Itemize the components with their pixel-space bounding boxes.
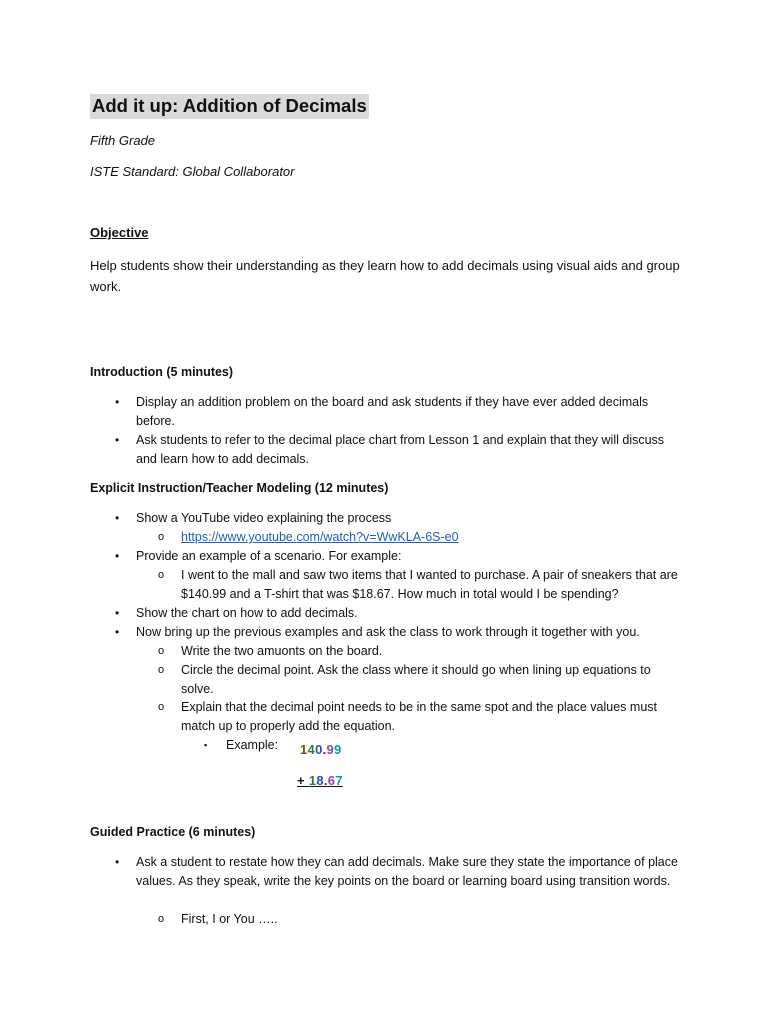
objective-text: Help students show their understanding as they learn how to add decimals using visual aids and group work.	[90, 258, 680, 294]
explicit-item-chart: Show the chart on how to add decimals.	[136, 606, 358, 620]
intro-item-1: Display an addition problem on the board and ask students if they have ever added decimals before.	[136, 395, 649, 428]
bullet-icon: •	[115, 395, 120, 409]
guided-item-1: Ask a student to restate how they can add decimals. Make sure they state the importance of place values. As they speak, write the key points on the board or learning board using transition words.	[136, 855, 678, 888]
sub-item-circle: Circle the decimal point. Ask the class where it should go when lining up equations to solve.	[181, 663, 651, 696]
guided-heading: Guided Practice (6 minutes)	[90, 825, 256, 839]
explicit-item-scenario: Provide an example of a scenario. For example:	[136, 549, 402, 563]
sub-bullet-icon: o	[158, 913, 165, 925]
digit-tens: 1	[308, 773, 317, 788]
bullet-icon: •	[115, 549, 120, 563]
sub-bullet-icon: o	[158, 645, 165, 657]
document-title: Add it up: Addition of Decimals	[90, 94, 369, 119]
digit-hundreds: 1	[300, 742, 308, 757]
explicit-item-examples: Now bring up the previous examples and ask the class to work through it together with you.	[136, 625, 640, 639]
digit-hundredths: 9	[334, 742, 342, 757]
bullet-icon: •	[115, 433, 120, 447]
digit-ones: 0	[315, 742, 323, 757]
objective-heading: Objective	[90, 225, 149, 240]
sub-item-write: Write the two amuonts on the board.	[181, 644, 383, 658]
scenario-text: I went to the mall and saw two items that I wanted to purchase. A pair of sneakers that are $140.99 and a T-shirt that was $18.67. How much in total would I be spending?	[181, 568, 678, 601]
square-bullet-icon: ▪	[204, 740, 208, 750]
explicit-heading: Explicit Instruction/Teacher Modeling (12 minutes)	[90, 481, 389, 495]
bullet-icon: •	[115, 511, 120, 525]
guided-sub-item: First, I or You …..	[181, 912, 278, 926]
bullet-icon: •	[115, 625, 120, 639]
sub-item-explain: Explain that the decimal point needs to be in the same spot and the place values must match up to properly add the equation.	[181, 700, 657, 733]
digit-ones: 8	[316, 773, 324, 788]
bullet-icon: •	[115, 606, 120, 620]
sub-bullet-icon: o	[158, 531, 165, 543]
digit-tenths: 9	[326, 742, 335, 757]
sub-bullet-icon: o	[158, 569, 165, 581]
bullet-icon: •	[115, 855, 120, 869]
sub-bullet-icon: o	[158, 701, 165, 713]
intro-item-2: Ask students to refer to the decimal place chart from Lesson 1 and explain that they will discuss and learn how to add decimals.	[136, 433, 665, 466]
decimal-point: .	[323, 773, 328, 788]
digit-tens: 4	[307, 742, 316, 757]
iste-standard: ISTE Standard: Global Collaborator	[90, 164, 295, 179]
grade-level: Fifth Grade	[90, 133, 156, 148]
digit-tenths: 6	[327, 773, 336, 788]
youtube-link[interactable]: https://www.youtube.com/watch?v=WwKLA-6S-e0	[181, 530, 459, 544]
decimal-point: .	[322, 742, 327, 757]
plus-sign: +	[297, 773, 309, 788]
introduction-heading: Introduction (5 minutes)	[90, 365, 234, 379]
example-number-2	[297, 772, 343, 790]
sub-bullet-icon: o	[158, 664, 165, 676]
example-number-1	[300, 741, 342, 759]
example-label: Example:	[226, 738, 279, 752]
explicit-item-video: Show a YouTube video explaining the process	[136, 511, 392, 525]
digit-hundredths: 7	[335, 773, 343, 788]
